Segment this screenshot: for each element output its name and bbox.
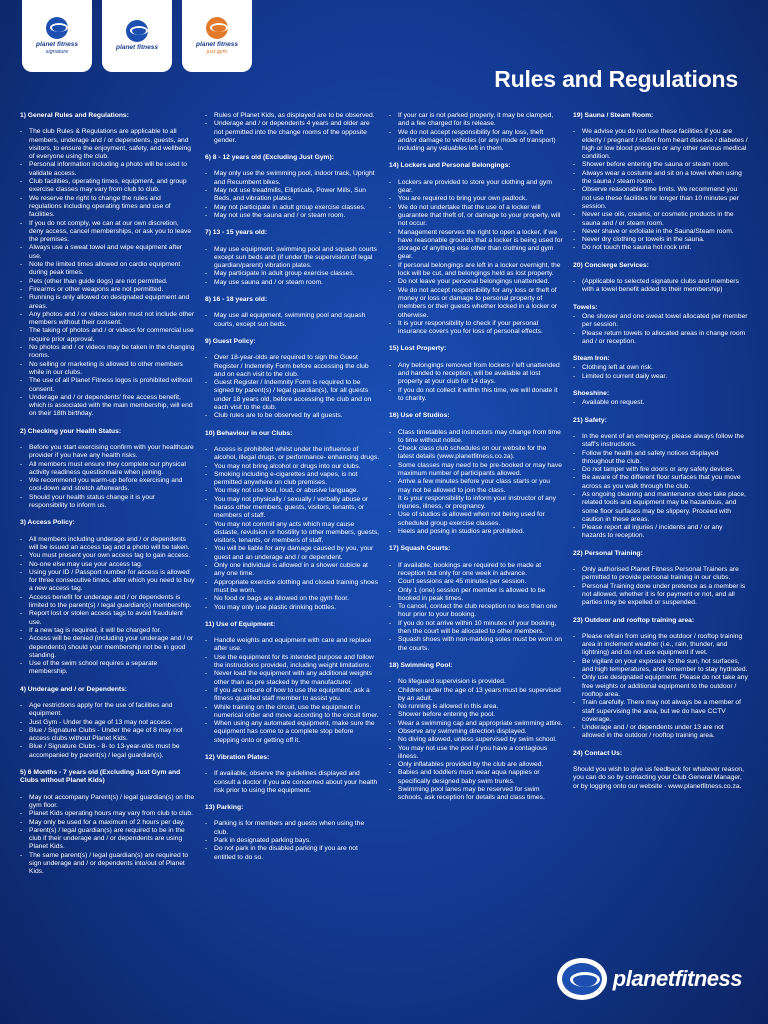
rule-item: - Never use oils, creams, or cosmetic products in the sauna and / or steam room.: [573, 211, 748, 228]
rule-item: - Any belongings removed from lockers / left unattended and handed to reception, will be available at lost property at your club for 14 days.: [389, 362, 564, 387]
rule-item: - If available, bookings are required to be made at reception but only for one week in advance.: [389, 562, 564, 579]
rule-section: [573, 304, 748, 346]
section-title: 5) 6 Months - 7 years old (Excluding Just Gym and Clubs without Planet Kids): [20, 769, 181, 785]
rule-item: - May not accompany Parent(s) / legal guardian(s) on the gym floor.: [20, 794, 195, 811]
section-title: 7) 13 - 15 years old:: [205, 229, 268, 237]
rule-item: - If you are unsure of how to use the equipment, ask a fitness qualified staff member to assist you.: [205, 687, 380, 704]
rule-item: - Blue / Signature Clubs - Under the age of 8 may not access clubs without Planet Kids.: [20, 727, 195, 744]
rule-item: - Babies and toddlers must wear aqua nappies or specifically designed baby swim trunks.: [389, 769, 564, 786]
rule-section: [20, 769, 195, 877]
rule-list: [20, 444, 195, 510]
footer-brand: [557, 958, 742, 1000]
section-title: 1) General Rules and Regulations:: [20, 112, 129, 119]
rule-list: [389, 429, 564, 537]
rule-list: [389, 112, 564, 153]
rule-section: [20, 519, 195, 676]
rule-list: [573, 633, 748, 741]
rule-item: - It is your responsibility to check if your personal insurance covers you for loss of personal effects.: [389, 320, 564, 337]
brand-tabs: [22, 0, 252, 72]
rule-item: - Access benefit for underage and / or dependents is limited to the parent(s) / legal guardian(s) membership.: [20, 594, 195, 611]
rule-section: [389, 112, 564, 153]
rule-section: [573, 750, 748, 791]
rule-item: - If personal belongings are left in a locker overnight, the lock will be cut, and belongings held as lost property.: [389, 262, 564, 279]
section-title: 16) Use of Studios:: [389, 412, 450, 420]
rule-item: - You may not commit any acts which may cause distaste, revulsion or hostility to other members, guests, visitors, tenants, or members of staff.: [205, 521, 380, 546]
rule-list: [205, 770, 380, 795]
rule-section: [573, 112, 748, 253]
brand-wordmark: planetfitness: [612, 966, 742, 991]
rule-list: [205, 112, 380, 145]
planet-logo-icon: [46, 17, 68, 39]
section-title: 2) Checking your Health Status:: [20, 427, 122, 435]
rule-item: - Just Gym - Under the age of 13 may not access.: [20, 719, 195, 727]
rule-item: - Never dry clothing or towels in the sauna.: [573, 236, 748, 244]
rule-list: [205, 312, 380, 329]
rule-item: - Underage and / or dependents 4 years and older are not permitted into the change rooms of the opposite gender.: [205, 120, 380, 145]
planet-logo-icon: [206, 17, 228, 39]
rule-item: - May use equipment, swimming pool and squash courts except sun beds and (if under the supervision of legal guardian/parent) vibration plates.: [205, 246, 380, 271]
rule-item: - Clothing left at own risk.: [573, 364, 748, 372]
rule-item: - Personal Training done under pretence as a member is not allowed, whether it is for payment or not, and all parties may be expelled or suspended.: [573, 583, 748, 608]
rule-item: - Always wear a costume and sit on a towel when using the sauna / steam room.: [573, 170, 748, 187]
rule-item: - The club Rules & Regulations are applicable to all members, underage and / or dependents, guests, and visitors, to ensure the enjoyment, safety, and wellbeing of everyone using the club.: [20, 128, 195, 161]
section-title: 20) Concierge Services:: [573, 261, 649, 269]
rule-section: [20, 112, 195, 419]
rule-item: - All members including underage and / or dependents will be issued an access tag and a photo will be taken.: [20, 536, 195, 553]
rule-item: - Be aware of the different floor surfaces that you move across as you walk through the club.: [573, 474, 748, 491]
rule-section: [573, 617, 748, 741]
rule-item: - Park in designated parking bays.: [205, 837, 380, 845]
rule-item: - Wear a swimming cap and appropriate swimming attire.: [389, 720, 564, 728]
rule-item: - Heels and posing in studios are prohibited.: [389, 528, 564, 536]
rule-item: - Any photos and / or videos taken must not include other members without their consent.: [20, 311, 195, 328]
rule-item: - As ongoing cleaning and maintenance does take place, related tools and equipment may be hazardous, and some floor surfaces may be slippery. Proceed with caution in these areas.: [573, 491, 748, 524]
rule-item: - Some classes may need to be pre-booked or may have maximum number of participants allowed.: [389, 462, 564, 479]
section-subtitle: Shoeshine:: [573, 390, 610, 398]
rule-section: [205, 112, 380, 145]
rule-section: [205, 229, 380, 287]
rule-list: [389, 362, 564, 403]
rule-item: - Blue / Signature Clubs - 8- to 13-year-olds must be accompanied by parent(s) / legal guardian(s).: [20, 743, 195, 760]
rule-item: - The taking of photos and / or videos for commercial use require prior approval.: [20, 327, 195, 344]
rule-item: - You are required to bring your own padlock.: [389, 195, 564, 203]
section-title: 14) Lockers and Personal Belongings:: [389, 162, 511, 170]
rule-item: - Use of studios is allowed when not being used for scheduled group exercise classes.: [389, 511, 564, 528]
rule-section: [389, 162, 564, 336]
logo-sub: just gym: [206, 48, 228, 55]
section-title: 18) Swimming Pool:: [389, 661, 453, 669]
rule-item: - Underage and / or dependents' free access benefit, which is associated with the main membership, will end on their 18th birthday.: [20, 394, 195, 419]
rule-section: [389, 545, 564, 653]
rule-item: - Please refrain from using the outdoor / rooftop training area in inclement weather (i.e., rain, thunder, and lightning) and do not use equipment if wet.: [573, 633, 748, 658]
rule-item: - We do not undertake that the use of a locker will guarantee that theft of, or damage to your property, will not occur.: [389, 204, 564, 229]
rule-item: - Always use a sweat towel and wipe equipment after use.: [20, 244, 195, 261]
rule-item: - Swimming pool lanes may be reserved for swim schools, ask reception for details and class times.: [389, 786, 564, 803]
rule-item: - No lifeguard supervision is provided.: [389, 678, 564, 686]
rule-item: - Court sessions are 45 minutes per session.: [389, 578, 564, 586]
rule-item: - Using your ID / Passport number for access is allowed for three consecutive times, after which you need to buy a new access tag.: [20, 569, 195, 594]
rule-item: - If you do not collect it within this time, we will donate it to charity.: [389, 387, 564, 404]
rule-list: [573, 278, 748, 295]
rule-item: - You must present your own access tag to gain access.: [20, 552, 195, 560]
rule-item: - Do not touch the sauna hot rock unit.: [573, 244, 748, 252]
rule-item: - Arrive a few minutes before your class starts or you may not be allowed to join the class.: [389, 478, 564, 495]
rule-item: - Note the limited times allowed on cardio equipment during peak times.: [20, 261, 195, 278]
rule-item: - Planet Kids operating hours may vary from club to club.: [20, 810, 195, 818]
rule-item: - Management reserves the right to open a locker, if we have reasonable grounds that a locker is being used for storage of anything else other than clothing and gym gear.: [389, 229, 564, 262]
section-title: 15) Lost Property:: [389, 345, 447, 353]
section-title: 10) Behaviour in our Clubs:: [205, 429, 293, 437]
rule-item: - Smoking including e-cigarettes and vapes, is not permitted anywhere on club premises.: [205, 471, 380, 488]
column-1: [20, 112, 195, 886]
rule-item: - May not use the sauna and / or steam room.: [205, 212, 380, 220]
rule-item: - No diving allowed, unless supervised by swim school.: [389, 736, 564, 744]
rule-list: [573, 433, 748, 541]
rule-item: - May participate in adult group exercise classes.: [205, 270, 380, 278]
rule-item: - The same parent(s) / legal guardian(s) are required to sign underage and / or dependents into/out of Planet Kids.: [20, 852, 195, 877]
logo-name: planet fitness: [196, 41, 238, 49]
rule-item: - Please return towels to allocated areas in change room and / or reception.: [573, 330, 748, 347]
rule-section: [20, 686, 195, 760]
rule-list: [389, 562, 564, 653]
rule-item: - You may not use the pool if you have a contagious illness.: [389, 745, 564, 762]
rule-item: - You may not bring alcohol or drugs into our clubs.: [205, 463, 380, 471]
rule-list: [573, 128, 748, 252]
section-title: 12) Vibration Plates:: [205, 754, 270, 761]
rule-list: [20, 702, 195, 760]
rule-list: [573, 399, 748, 407]
rule-list: [20, 128, 195, 418]
planet-logo-icon: [557, 958, 607, 1000]
rule-list: [205, 354, 380, 420]
rule-item: - Be vigilant on your exposure to the sun, hot surfaces, and high temperatures, and remember to stay hydrated.: [573, 658, 748, 675]
rule-item: - May not participate in adult group exercise classes.: [205, 204, 380, 212]
rule-item: - Do not tamper with fire doors or any safety devices.: [573, 466, 748, 474]
rule-list: [20, 536, 195, 677]
logo-name: planet fitness: [116, 44, 158, 52]
section-subtitle: Steam Iron:: [573, 355, 610, 363]
rule-item: - No food or bags are allowed on the gym floor.: [205, 595, 380, 603]
rule-section: [205, 154, 380, 220]
rule-item: - Check class club schedules on our website for the latest details (www.planetfitness.co.za).: [389, 445, 564, 462]
rule-item: - While training on the circuit, use the equipment in numerical order and move according to the circuit timer.: [205, 704, 380, 721]
rule-item: - Parking is for members and guests when using the club.: [205, 820, 380, 837]
rule-item: - May only use the swimming pool, indoor track, Upright and Recumbent bikes.: [205, 170, 380, 187]
rule-section: [205, 338, 380, 421]
rule-item: - Never load the equipment with any additional weights other than as pre stacked by the manufacturer.: [205, 670, 380, 687]
rule-list: [20, 794, 195, 877]
rule-section: [205, 296, 380, 329]
rule-list: [205, 170, 380, 220]
rule-item: - Club facilities, operating times, equipment, and group exercise classes may vary from club to club.: [20, 178, 195, 195]
column-3: [389, 112, 564, 812]
rule-item: - If you do not arrive within 10 minutes of your booking, then the court will be allocated to other members.: [389, 620, 564, 637]
column-2: [205, 112, 380, 871]
rule-item: - Only authorised Planet Fitness Personal Trainers are permitted to provide personal training in our clubs.: [573, 566, 748, 583]
rule-item: - Follow the health and safety notices displayed throughout the club.: [573, 450, 748, 467]
logo-justgym: [182, 0, 252, 72]
rule-list: [573, 313, 748, 346]
rule-item: - Lockers are provided to store your clothing and gym gear.: [389, 179, 564, 196]
section-subtitle: Towels:: [573, 303, 598, 311]
rule-item: - In the event of an emergency, please always follow the staff's instructions.: [573, 433, 748, 450]
rule-item: - We do not accept responsibility for any loss, theft and/or damage to vehicles (or any mode of transport) including any valuables left in them.: [389, 129, 564, 154]
rule-list: [389, 678, 564, 802]
rule-item: - May not use treadmills, Ellipticals, Power Mills, Sun Beds, and vibration plates.: [205, 187, 380, 204]
rule-item: - You may only use plastic drinking bottles.: [205, 604, 380, 612]
section-title: 21) Safety:: [573, 416, 607, 424]
rule-item: - Rules of Planet Kids, as displayed are to be observed.: [205, 112, 380, 120]
rule-item: - Available on request.: [573, 399, 748, 407]
rule-list: [205, 637, 380, 745]
rule-item: - Please report all injuries / incidents and / or any hazards to reception.: [573, 524, 748, 541]
rule-item: - Club rules are to be observed by all guests.: [205, 412, 380, 420]
rule-item: - When using any automated equipment, make sure the equipment has come to a complete stop before stepping onto or getting off it.: [205, 720, 380, 745]
rule-item: - Appropriate exercise clothing and closed training shoes must be worn.: [205, 579, 380, 596]
rule-item: - Do not leave your personal belongings unattended.: [389, 278, 564, 286]
section-title: 23) Outdoor and rooftop training area:: [573, 616, 695, 624]
section-title: 13) Parking:: [205, 804, 244, 812]
rule-list: [389, 179, 564, 337]
rule-item: - Firearms or other weapons are not permitted.: [20, 286, 195, 294]
rule-item: - Access will be denied (including your underage and / or dependents) should your membership not be in good standing.: [20, 635, 195, 660]
section-title: 22) Personal Training:: [573, 549, 643, 557]
rule-item: - No-one else may use your access tag.: [20, 561, 195, 569]
rule-item: - Report lost or stolen access tags to avoid fraudulent use.: [20, 610, 195, 627]
rule-list: [205, 446, 380, 612]
rule-item: - May use all equipment, swimming pool and squash courts, except sun beds.: [205, 312, 380, 329]
rule-item: - Do not park in the disabled parking if you are not entitled to do so.: [205, 845, 380, 862]
rule-item: - No running is allowed in this area.: [389, 703, 564, 711]
section-title: 19) Sauna / Steam Room:: [573, 112, 654, 119]
rule-item: - You will be liable for any damage caused by you, your guest and an underage and / or dependent.: [205, 545, 380, 562]
rule-item: - We recommend you warm-up before exercising and cool-down and stretch afterwards.: [20, 477, 195, 494]
rule-section: [573, 355, 748, 381]
rule-section: [573, 550, 748, 608]
section-title: 3) Access Policy:: [20, 519, 75, 527]
rule-item: - Age restrictions apply for the use of facilities and equipment.: [20, 702, 195, 719]
rule-item: - No photos and / or videos may be taken in the changing rooms.: [20, 344, 195, 361]
rule-section: [205, 804, 380, 862]
rule-item: - Only 1 (one) session per member is allowed to be booked in peak times.: [389, 587, 564, 604]
section-title: 6) 8 - 12 years old (Excluding Just Gym):: [205, 154, 334, 162]
rule-item: - If a new tag is required, it will be charged for.: [20, 627, 195, 635]
rule-item: - To cancel, contact the club reception no less than one hour prior to your booking.: [389, 603, 564, 620]
rule-item: - Running is only allowed on designated equipment and areas.: [20, 294, 195, 311]
rule-section: [205, 754, 380, 795]
rule-section: [573, 417, 748, 541]
section-title: 17) Squash Courts:: [389, 545, 451, 553]
rule-list: [573, 364, 748, 381]
rule-item: - Guest Register / Indemnity Form is required to be signed by parent(s) / legal guardian(s), for all guests under 18 years old, before accessing the club and on each visit to the club.: [205, 379, 380, 412]
rule-item: - If you do not comply, we can at our own discretion, deny access, cancel memberships, or ask you to leave the premises.: [20, 220, 195, 245]
rule-section: [389, 662, 564, 803]
rule-item: - The use of all Planet Fitness logos is prohibited without consent.: [20, 377, 195, 394]
rule-item: - Train carefully. There may not always be a member of staff supervising the area, but we do have CCTV coverage.: [573, 699, 748, 724]
rule-item: - We reserve the right to change the rules and regulations including operating times and use of facilities.: [20, 195, 195, 220]
rule-item: - Access is prohibited whilst under the influence of alcohol, illegal drugs, or performance- enhancing drugs.: [205, 446, 380, 463]
rule-section: [573, 390, 748, 408]
rule-item: - Observe reasonable time limits. We recommend you not use these facilities for longer than 10 minutes per session.: [573, 186, 748, 211]
rule-item: - Observe any swimming direction displayed.: [389, 728, 564, 736]
rule-list: [573, 566, 748, 607]
page-title: Rules and Regulations: [494, 66, 738, 92]
rule-item: - If available, observe the guidelines displayed and consult a doctor if you are concerned about your health risk prior to using the equipment.: [205, 770, 380, 795]
rule-item: - One shower and one sweat towel allocated per member per session.: [573, 313, 748, 330]
section-title: 4) Underage and / or Dependents:: [20, 685, 128, 693]
rule-item: - Children under the age of 13 years must be supervised by an adult.: [389, 687, 564, 704]
rule-item: - Shower before entering the pool.: [389, 711, 564, 719]
rule-item: - You may not use foul, loud, or abusive language.: [205, 487, 380, 495]
rule-item: - Personal information including a photo will be used to validate access.: [20, 161, 195, 178]
rule-item: - We advise you do not use these facilities if you are elderly / pregnant / suffer from heart disease / diabetes / high or low blood pressure or any other serious medical condition.: [573, 128, 748, 161]
rule-section: [389, 412, 564, 536]
rule-item: - No selling or marketing is allowed to other members while in our clubs.: [20, 361, 195, 378]
rule-section: [205, 430, 380, 612]
rule-section: [205, 621, 380, 745]
section-title: 9) Guest Policy:: [205, 337, 256, 345]
rule-item: - Parent(s) / legal guardian(s) are required to be in the club if their underage and / or dependents are using Planet Kids.: [20, 827, 195, 852]
rule-section: [20, 428, 195, 511]
logo-sub: signature: [45, 48, 69, 55]
logo-name: planet fitness: [36, 41, 78, 49]
rule-item: - Limited to current daily wear.: [573, 373, 748, 381]
section-title: 8) 16 - 18 years old:: [205, 296, 268, 304]
section-title: 11) Use of Equipment:: [205, 620, 276, 628]
rule-item: - May only be used for a maximum of 2 hours per day.: [20, 819, 195, 827]
rule-item: - Use of the swim school requires a separate membership.: [20, 660, 195, 677]
rule-item: - If your car is not parked properly, it may be clamped, and a fee charged for its release.: [389, 112, 564, 129]
rule-item: - Squash shoes with non-marking soles must be worn on the courts.: [389, 636, 564, 653]
rule-item: - We do not accept responsibility for any loss or theft of money or loss or damage to personal property of members or their guests whether locked in a locker or otherwise.: [389, 287, 564, 320]
rule-item: - It is your responsibility to inform your instructor of any injuries, illness, or pregnancy.: [389, 495, 564, 512]
rule-section: [389, 345, 564, 403]
rule-item: - Pets (other than guide dogs) are not permitted.: [20, 278, 195, 286]
rule-item: - Should your health status change it is your responsibility to inform us.: [20, 494, 195, 511]
rule-item: - Shower before entering the sauna or steam room.: [573, 161, 748, 169]
planet-logo-icon: [126, 20, 148, 42]
column-4: [573, 112, 748, 800]
rule-item: - All members must ensure they complete our physical activity readiness questionnaire when joining.: [20, 461, 195, 478]
rule-item: - Only use designated equipment. Please do not take any free weights or additional equipment to the outdoor / rooftop area.: [573, 674, 748, 699]
rule-item: - Handle weights and equipment with care and replace after use.: [205, 637, 380, 654]
section-title: 24) Contact Us:: [573, 749, 623, 757]
rule-item: - (Applicable to selected signature clubs and members with a towel benefit added to their membership): [573, 278, 748, 295]
rule-item: - Never shave or exfoliate in the Sauna/Steam room.: [573, 228, 748, 236]
rule-list: [205, 820, 380, 861]
rule-item: - Before you start exercising confirm with your healthcare provider if you have any health risks.: [20, 444, 195, 461]
rule-item: - Class timetables and instructors may change from time to time without notice.: [389, 429, 564, 446]
rule-item: - Use the equipment for its intended purpose and follow the instructions provided, including weight limitations.: [205, 654, 380, 671]
rule-item: - You may not physically / sexually / verbally abuse or harass other members, guests, visitors, tenants, or members of staff.: [205, 496, 380, 521]
rule-item: - Only inflatables provided by the club are allowed.: [389, 761, 564, 769]
rule-item: - Only one individual is allowed in a shower cubicle at any one time.: [205, 562, 380, 579]
rule-item: - May use sauna and / or steam room.: [205, 279, 380, 287]
logo-blue: [102, 0, 172, 72]
rule-item: - Over 18-year-olds are required to sign the Guest Register / Indemnity Form before accessing the club and on each visit to the club.: [205, 354, 380, 379]
rule-list: [205, 246, 380, 287]
contact-paragraph: Should you wish to give us feedback for whatever reason, you can do so by contacting your Club General Manager, or by logging onto our website - www.planetfitness.co.za.: [573, 766, 745, 790]
logo-signature: [22, 0, 92, 72]
rule-item: - Underage and / or dependents under 13 are not allowed in the outdoor / rooftop training area.: [573, 724, 748, 741]
rule-section: [573, 262, 748, 295]
